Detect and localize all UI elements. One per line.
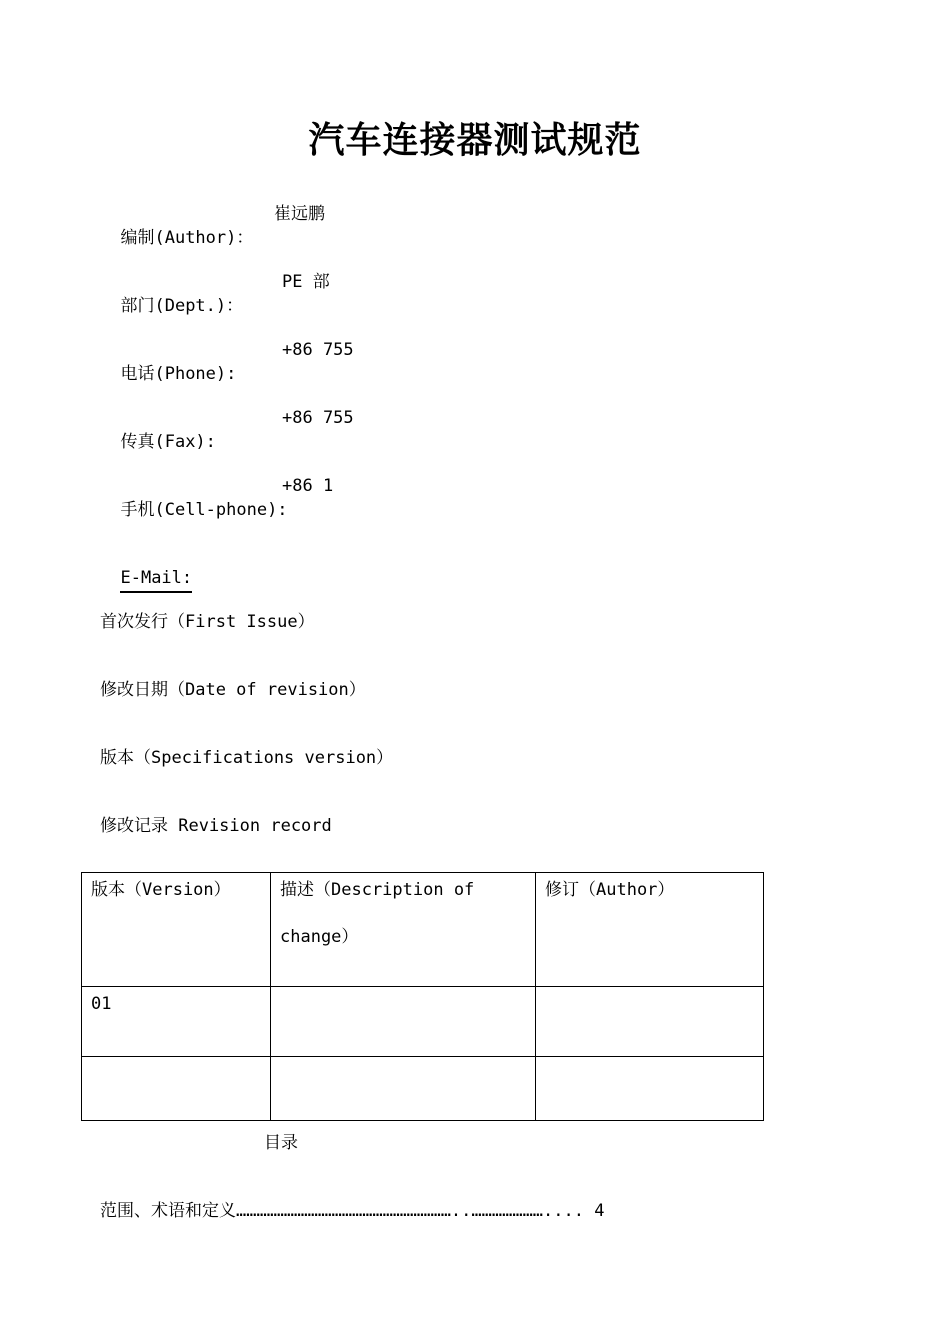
fax-value: +86 755 — [282, 408, 354, 428]
table-cell — [82, 1057, 271, 1121]
table-cell: 01 — [82, 987, 271, 1057]
table-header-row — [82, 873, 764, 987]
email-label[interactable]: E-Mail: — [120, 566, 192, 593]
table-cell — [271, 1057, 536, 1121]
author-value: 崔远鹏 — [274, 204, 325, 224]
phone-value: +86 755 — [282, 340, 354, 360]
date-of-revision: 修改日期（Date of revision） — [100, 680, 366, 700]
cell-label: 手机(Cell-phone): — [120, 500, 288, 520]
revision-table — [81, 872, 764, 1121]
toc-title: 目录 — [264, 1133, 298, 1153]
email-row — [100, 542, 192, 593]
table-cell — [536, 1057, 764, 1121]
cell-value: +86 1 — [282, 476, 334, 496]
dept-value: PE 部 — [282, 272, 330, 292]
fax-label: 传真(Fax): — [120, 432, 216, 452]
author-label: 编制(Author)： — [120, 228, 254, 248]
revision-record-heading: 修改记录 Revision record — [100, 816, 332, 836]
specifications-version: 版本（Specifications version） — [100, 748, 394, 768]
table-header-cell: 版本（Version） — [82, 873, 271, 987]
table-header-cell: 描述（Description of change） — [271, 873, 536, 987]
toc-entry[interactable]: 范围、术语和定义………………………………………………………..………………….... 4 — [100, 1201, 605, 1221]
table-row — [82, 1057, 764, 1121]
cell-row — [100, 474, 334, 546]
fax-row — [100, 406, 354, 478]
table-header-cell: 修订（Author） — [536, 873, 764, 987]
phone-row — [100, 338, 354, 410]
table-cell — [271, 987, 536, 1057]
dept-label: 部门(Dept.)： — [120, 296, 244, 316]
dept-row — [100, 270, 330, 342]
document-title: 汽车连接器测试规范 — [308, 120, 642, 161]
author-row — [100, 202, 325, 274]
phone-label: 电话(Phone): — [120, 364, 237, 384]
table-row — [82, 987, 764, 1057]
table-cell — [536, 987, 764, 1057]
first-issue: 首次发行（First Issue） — [100, 612, 315, 632]
